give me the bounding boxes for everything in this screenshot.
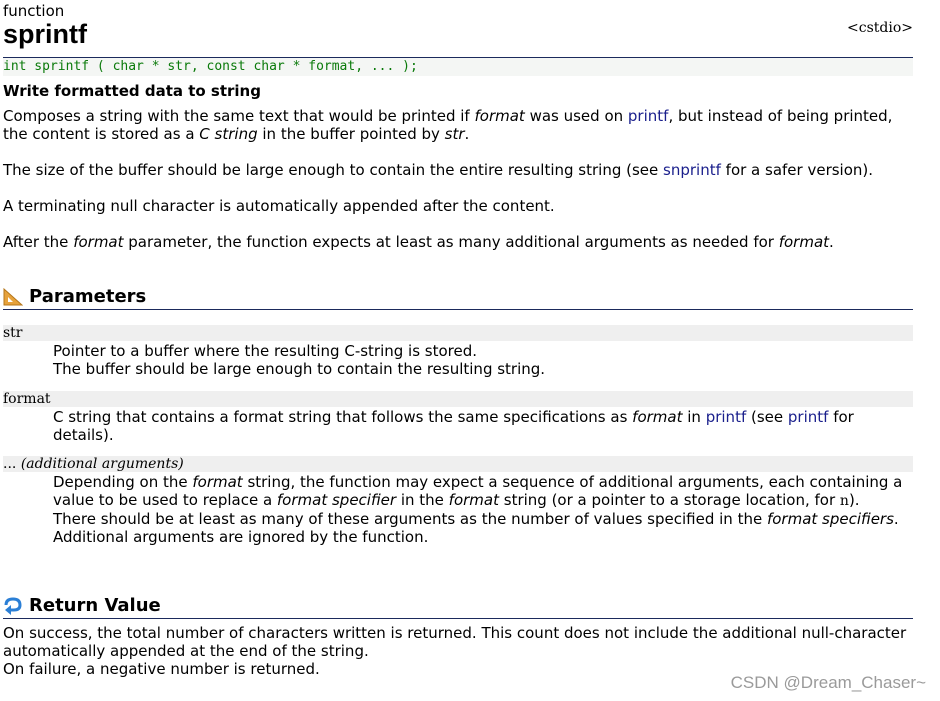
return-value-heading: Return Value xyxy=(29,595,161,616)
param-name-format: format xyxy=(3,391,913,407)
printf-link[interactable]: printf xyxy=(627,107,669,125)
description-paragraph-3: A terminating null character is automatically appended after the content. xyxy=(3,197,555,215)
watermark: CSDN @Dream_Chaser~ xyxy=(730,673,926,692)
description-paragraph-2: The size of the buffer should be large enough to contain the entire resulting string (see snprintf for a safer version). xyxy=(3,161,874,179)
description-paragraph-4: After the format parameter, the function expects at least as many additional arguments as needed for format. xyxy=(3,233,834,251)
parameters-divider xyxy=(3,309,913,310)
function-prototype: int sprintf ( char * str, const char * format, ... ); xyxy=(3,58,913,76)
description-paragraph-1: Composes a string with the same text that would be printed if format was used on printf, but instead of being printed, the content is stored as a C string in the buffer pointed by str. xyxy=(3,107,893,143)
param-desc-additional: Depending on the format string, the function may expect a sequence of additional arguments, each containing a value to be used to replace a format specifier in the format string (or a pointer to a storage location, for n). There should be at least as many of these arguments as the number of values specified in the format specifiers. Additional arguments are ignored by the function. xyxy=(53,473,903,546)
param-desc-str: Pointer to a buffer where the resulting C-string is stored. The buffer should be large enough to contain the resulting string. xyxy=(53,342,546,378)
entry-kind: function xyxy=(3,2,65,20)
return-value-section xyxy=(3,595,913,619)
param-name-str: str xyxy=(3,325,913,341)
page-title: sprintf xyxy=(3,19,87,49)
parameters-section xyxy=(3,286,913,310)
short-description: Write formatted data to string xyxy=(3,82,261,100)
triangle-ruler-icon xyxy=(3,288,23,306)
return-value-divider xyxy=(3,618,913,619)
param-desc-format: C string that contains a format string that follows the same specifications as format in printf (see printf for details). xyxy=(53,408,854,444)
return-arrow-icon xyxy=(3,597,23,615)
parameters-heading: Parameters xyxy=(29,286,147,307)
param-name-additional: ... (additional arguments) xyxy=(3,456,913,472)
printf-link-3[interactable]: printf xyxy=(787,408,829,426)
header-name[interactable]: <cstdio> xyxy=(847,20,913,36)
return-value-text: On success, the total number of characters written is returned. This count does not include the additional null-character automatically appended at the end of the string. On failure, a negative number is returned. xyxy=(3,624,907,678)
snprintf-link[interactable]: snprintf xyxy=(663,161,721,179)
printf-link-2[interactable]: printf xyxy=(705,408,747,426)
